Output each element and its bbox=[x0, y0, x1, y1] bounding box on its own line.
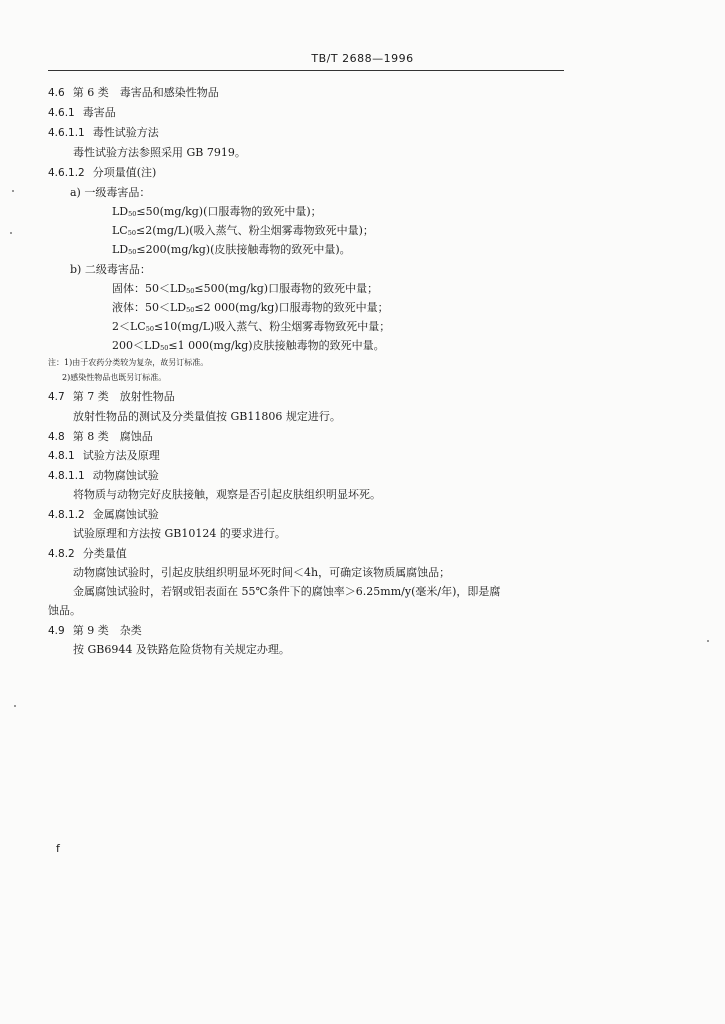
section-4-6-1-2 bbox=[48, 166, 156, 180]
item-prefix: LD bbox=[112, 243, 129, 256]
item-prefix: 200＜LD bbox=[112, 339, 161, 352]
list-label-b: b) 二级毒害品： bbox=[70, 263, 151, 276]
page-mark: f bbox=[56, 842, 60, 855]
item-subscript: 50 bbox=[160, 344, 169, 352]
header-rule bbox=[48, 70, 564, 71]
item-subscript: 50 bbox=[186, 306, 195, 314]
section-number: 4.8.2 bbox=[48, 548, 75, 560]
paragraph-4-8-2-a: 动物腐蚀试验时，引起皮肤组织明显坏死时间＜4h，可确定该物质属腐蚀品； bbox=[73, 566, 451, 579]
section-title: 毒性试验方法 bbox=[92, 126, 159, 139]
item-subscript: 50 bbox=[186, 287, 195, 295]
section-4-6 bbox=[48, 86, 219, 100]
item-subscript: 50 bbox=[128, 210, 137, 218]
paragraph-4-8-1-1: 将物质与动物完好皮肤接触，观察是否引起皮肤组织明显坏死。 bbox=[73, 488, 381, 501]
paragraph-4-8-2-c: 蚀品。 bbox=[48, 604, 81, 617]
toxicity-item-a1 bbox=[112, 205, 322, 221]
section-4-8-1-2 bbox=[48, 508, 159, 522]
section-4-8-2 bbox=[48, 547, 127, 561]
section-4-7 bbox=[48, 390, 175, 404]
section-title: 金属腐蚀试验 bbox=[92, 508, 159, 521]
section-title: 毒害品 bbox=[82, 106, 116, 119]
item-text: ≤1 000(mg/kg)皮肤接触毒物的致死中量。 bbox=[168, 339, 385, 352]
section-title: 分类量值 bbox=[82, 547, 127, 560]
paragraph-4-8-2-b: 金属腐蚀试验时，若钢或铝表面在 55℃条件下的腐蚀率＞6.25mm/y(毫米/年)，即是腐 bbox=[73, 585, 501, 598]
item-subscript: 50 bbox=[127, 229, 137, 237]
section-title: 第 8 类 腐蚀品 bbox=[72, 430, 153, 443]
item-prefix: 液体：50＜LD bbox=[112, 301, 187, 314]
paragraph-4-7: 放射性物品的测试及分类量值按 GB11806 规定进行。 bbox=[73, 410, 341, 423]
toxicity-item-b3 bbox=[112, 320, 390, 336]
scan-speck bbox=[707, 640, 709, 642]
toxicity-item-b1 bbox=[112, 282, 378, 298]
paragraph-4-6-1-1: 毒性试验方法参照采用 GB 7919。 bbox=[73, 146, 246, 159]
section-4-6-1 bbox=[48, 106, 116, 120]
section-title: 试验方法及原理 bbox=[82, 449, 160, 462]
item-prefix: LC bbox=[112, 224, 128, 237]
section-number: 4.6.1.2 bbox=[48, 167, 85, 179]
scan-speck bbox=[14, 705, 16, 707]
section-title: 分项量值(注) bbox=[92, 166, 157, 179]
section-number: 4.6.1.1 bbox=[48, 127, 85, 139]
section-number: 4.8.1.2 bbox=[48, 509, 85, 521]
section-4-8-1 bbox=[48, 449, 160, 463]
item-text: ≤200(mg/kg)(皮肤接触毒物的致死中量)。 bbox=[136, 243, 351, 256]
section-number: 4.8.1.1 bbox=[48, 470, 85, 482]
item-subscript: 50 bbox=[145, 325, 155, 333]
paragraph-4-9: 按 GB6944 及铁路危险货物有关规定办理。 bbox=[73, 643, 290, 656]
scan-speck bbox=[10, 232, 12, 234]
section-number: 4.9 bbox=[48, 625, 65, 637]
section-number: 4.7 bbox=[48, 391, 65, 403]
list-label-a: a) 一级毒害品： bbox=[70, 186, 151, 199]
item-text: ≤2 000(mg/kg)口服毒物的致死中量； bbox=[194, 301, 389, 314]
section-number: 4.6 bbox=[48, 87, 65, 99]
paragraph-4-8-1-2: 试验原理和方法按 GB10124 的要求进行。 bbox=[73, 527, 286, 540]
section-title: 第 9 类 杂类 bbox=[72, 624, 142, 637]
section-number: 4.8.1 bbox=[48, 450, 75, 462]
toxicity-item-a2 bbox=[112, 224, 374, 240]
section-4-9 bbox=[48, 624, 142, 638]
toxicity-item-a3 bbox=[112, 243, 351, 259]
section-number: 4.8 bbox=[48, 431, 65, 443]
section-4-8-1-1 bbox=[48, 469, 159, 483]
section-4-6-1-1 bbox=[48, 126, 159, 140]
scan-speck bbox=[12, 190, 14, 192]
toxicity-item-b2 bbox=[112, 301, 389, 317]
section-4-8 bbox=[48, 430, 153, 444]
item-prefix: 固体：50＜LD bbox=[112, 282, 187, 295]
footnote-2: 2)感染性物品也既另订标准。 bbox=[62, 373, 167, 382]
section-title: 动物腐蚀试验 bbox=[92, 469, 159, 482]
section-title: 第 6 类 毒害品和感染性物品 bbox=[72, 86, 219, 99]
footnote-1: 注：1)由于农药分类较为复杂，故另订标准。 bbox=[48, 358, 209, 367]
section-title: 第 7 类 放射性物品 bbox=[72, 390, 175, 403]
standard-code-header: TB/T 2688—1996 bbox=[311, 52, 414, 65]
item-text: ≤50(mg/kg)(口服毒物的致死中量)； bbox=[136, 205, 322, 218]
item-text: ≤500(mg/kg)口服毒物的致死中量； bbox=[194, 282, 379, 295]
item-subscript: 50 bbox=[128, 248, 137, 256]
item-text: ≤2(mg/L)(吸入蒸气、粉尘烟雾毒物致死中量)； bbox=[136, 224, 374, 237]
item-text: ≤10(mg/L)吸入蒸气、粉尘烟雾毒物致死中量； bbox=[154, 320, 391, 333]
section-number: 4.6.1 bbox=[48, 107, 75, 119]
item-prefix: LD bbox=[112, 205, 129, 218]
toxicity-item-b4 bbox=[112, 339, 385, 355]
item-prefix: 2＜LC bbox=[112, 320, 146, 333]
